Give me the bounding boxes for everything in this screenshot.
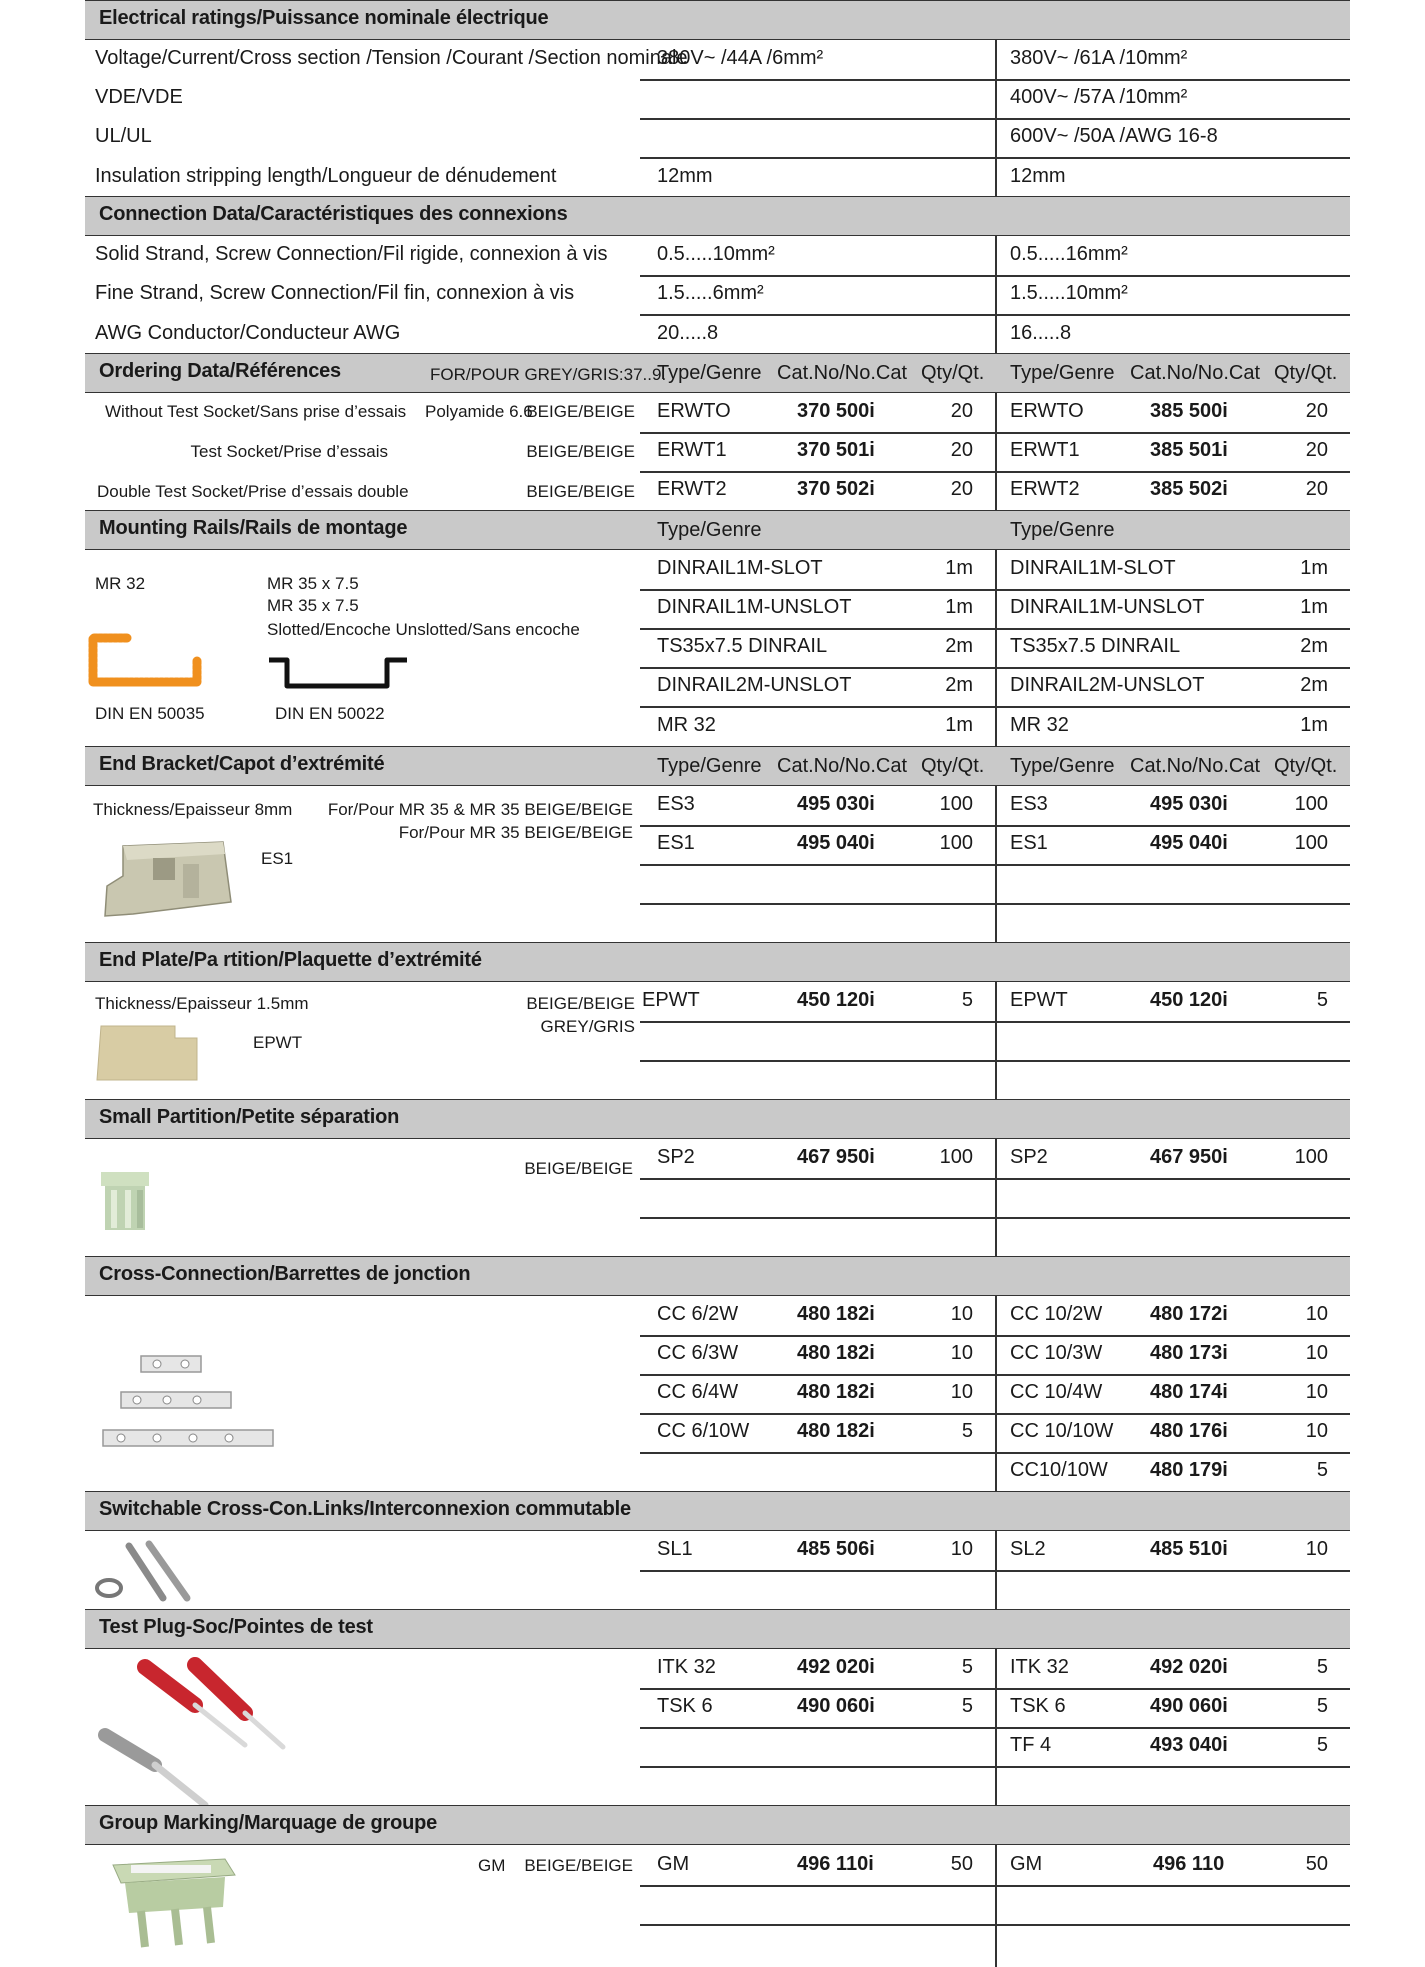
row-label: Without Test Socket/Sans prise d’essais xyxy=(105,402,407,421)
col-qty: Qty/Qt. xyxy=(1274,755,1338,777)
type: ERWT2 xyxy=(1010,478,1080,500)
col-cat: Cat.No/No.Cat xyxy=(1130,362,1261,384)
row-label: Test Socket/Prise d’essais xyxy=(190,442,388,461)
section-header-switchable xyxy=(85,1491,1350,1531)
qty: 50 xyxy=(950,1853,973,1875)
qty: 20 xyxy=(950,400,973,422)
thickness-label: Thickness/Epaisseur 1.5mm xyxy=(95,994,309,1013)
col-qty: Qty/Qt. xyxy=(921,755,985,777)
qty: 2m xyxy=(945,635,973,657)
connection-value: 0.5.....16mm² xyxy=(1010,243,1128,265)
cat-no: 370 502i xyxy=(797,478,875,500)
connection-value: 20.....8 xyxy=(657,322,719,344)
row-rule xyxy=(640,1766,1350,1768)
type: DINRAIL2M-UNSLOT xyxy=(657,674,852,696)
row-label: Voltage/Current/Cross section /Tension /Courant /Section nominale xyxy=(95,47,688,69)
qty: 5 xyxy=(1316,989,1328,1011)
col-cat: Cat.No/No.Cat xyxy=(1130,755,1261,777)
section-header-test-plug xyxy=(85,1609,1350,1649)
col-type: Type/Genre xyxy=(1010,362,1115,384)
qty: 10 xyxy=(950,1381,973,1403)
qty: 10 xyxy=(950,1538,973,1560)
type: CC10/10W xyxy=(1010,1459,1108,1481)
din-label: DIN EN 50022 xyxy=(275,704,385,723)
cat-no: 450 120i xyxy=(797,989,875,1011)
section-title: Cross-Connection/Barrettes de jonction xyxy=(99,1263,471,1285)
qty: 20 xyxy=(1305,478,1328,500)
cat-no: 480 172i xyxy=(1150,1303,1228,1325)
row-rule xyxy=(640,1021,1350,1023)
mr35-rail-image xyxy=(263,650,413,694)
color: BEIGE/BEIGE xyxy=(524,1159,633,1178)
cat-no: 495 040i xyxy=(1150,832,1228,854)
cat-no: 480 182i xyxy=(797,1381,875,1403)
row-rule xyxy=(640,825,1350,827)
type: DINRAIL1M-SLOT xyxy=(1010,557,1176,579)
type: SL2 xyxy=(1010,1538,1046,1560)
cat-no: 370 501i xyxy=(797,439,875,461)
row-label: Solid Strand, Screw Connection/Fil rigide, connexion à vis xyxy=(95,243,608,265)
cat-no: 480 173i xyxy=(1150,1342,1228,1364)
type: CC 6/10W xyxy=(657,1420,750,1442)
qty: 100 xyxy=(1294,1146,1328,1168)
bracket-note: For/Pour MR 35 BEIGE/BEIGE xyxy=(398,823,633,842)
row-rule xyxy=(640,79,1350,81)
cat-no: 480 182i xyxy=(797,1342,875,1364)
type: CC 6/2W xyxy=(657,1303,739,1325)
section-title: Test Plug-Soc/Pointes de test xyxy=(99,1616,373,1638)
row-rule xyxy=(640,1570,1350,1572)
qty: 100 xyxy=(1294,832,1328,854)
rating-value: 12mm xyxy=(1010,165,1066,187)
row-label: VDE/VDE xyxy=(95,86,183,108)
qty: 2m xyxy=(1300,635,1328,657)
section-title: End Bracket/Capot d’extrémité xyxy=(99,753,385,775)
section-header-cross-connection xyxy=(85,1256,1350,1296)
type: CC 6/4W xyxy=(657,1381,739,1403)
section-title: Mounting Rails/Rails de montage xyxy=(99,517,408,539)
end-bracket-image xyxy=(93,836,243,920)
type: DINRAIL2M-UNSLOT xyxy=(1010,674,1205,696)
row-label: AWG Conductor/Conducteur AWG xyxy=(95,322,401,344)
cat-no: 490 060i xyxy=(1150,1695,1228,1717)
type: CC 6/3W xyxy=(657,1342,739,1364)
type: DINRAIL1M-UNSLOT xyxy=(657,596,852,618)
row-rule xyxy=(640,314,1350,316)
qty: 1m xyxy=(945,596,973,618)
row-rule xyxy=(640,157,1350,159)
col-qty: Qty/Qt. xyxy=(1274,362,1338,384)
qty: 1m xyxy=(1300,557,1328,579)
row-rule xyxy=(640,471,1350,473)
small-partition-image xyxy=(97,1168,153,1234)
cat-no: 385 501i xyxy=(1150,439,1228,461)
qty: 10 xyxy=(1305,1538,1328,1560)
color: BEIGE/BEIGE xyxy=(526,442,635,461)
section-header-end-plate xyxy=(85,942,1350,982)
bracket-note: For/Pour MR 35 & MR 35 BEIGE/BEIGE xyxy=(327,800,633,819)
section-title: Switchable Cross-Con.Links/Interconnexion commutable xyxy=(99,1498,631,1520)
col-type: Type/Genre xyxy=(1010,519,1115,541)
color: BEIGE/BEIGE xyxy=(526,402,635,421)
cat-no: 385 500i xyxy=(1150,400,1228,422)
type: GM xyxy=(657,1853,690,1875)
column-divider xyxy=(995,0,997,1967)
row-rule xyxy=(640,1217,1350,1219)
qty: 5 xyxy=(961,989,973,1011)
row-rule xyxy=(640,1924,1350,1926)
section-header-mounting xyxy=(85,510,1350,550)
qty: 1m xyxy=(1300,714,1328,736)
row-rule xyxy=(640,903,1350,905)
qty: 5 xyxy=(1316,1656,1328,1678)
type: DINRAIL1M-SLOT xyxy=(657,557,823,579)
row-label: Insulation stripping length/Longueur de dénudement xyxy=(95,165,557,187)
section-header-ordering xyxy=(85,353,1350,393)
mr32-rail-image xyxy=(85,630,205,692)
qty: 1m xyxy=(945,714,973,736)
catalog-sheet xyxy=(85,0,1350,1967)
cat-no: 496 110 xyxy=(1153,1853,1225,1875)
qty: 1m xyxy=(945,557,973,579)
type: MR 32 xyxy=(657,714,716,736)
rail-label: MR 32 xyxy=(95,574,146,593)
type: TS35x7.5 DINRAIL xyxy=(657,635,828,657)
qty: 1m xyxy=(1300,596,1328,618)
test-plug-image xyxy=(95,1655,345,1815)
type: TSK 6 xyxy=(1010,1695,1066,1717)
cat-no: 495 030i xyxy=(1150,793,1228,815)
qty: 5 xyxy=(961,1420,973,1442)
type: ES1 xyxy=(657,832,695,854)
type: ERWTO xyxy=(1010,400,1084,422)
qty: 5 xyxy=(1316,1695,1328,1717)
row-rule xyxy=(640,628,1350,630)
type: SL1 xyxy=(657,1538,693,1560)
qty: 100 xyxy=(939,832,973,854)
cat-no: 480 176i xyxy=(1150,1420,1228,1442)
color: BEIGE/BEIGE xyxy=(524,1856,633,1875)
type: CC 10/3W xyxy=(1010,1342,1103,1364)
type: SP2 xyxy=(657,1146,695,1168)
row-rule xyxy=(640,589,1350,591)
qty: 2m xyxy=(1300,674,1328,696)
type: ES3 xyxy=(1010,793,1048,815)
cat-no: 467 950i xyxy=(797,1146,875,1168)
row-rule xyxy=(640,432,1350,434)
type: TF 4 xyxy=(1010,1734,1052,1756)
connection-value: 1.5.....10mm² xyxy=(1010,282,1128,304)
gm-label: GM xyxy=(478,1856,506,1875)
rail-label: MR 35 x 7.5 xyxy=(267,596,359,615)
qty: 10 xyxy=(1305,1303,1328,1325)
type: TSK 6 xyxy=(657,1695,713,1717)
section-title: Ordering Data/Références xyxy=(99,360,341,382)
connection-value: 1.5.....6mm² xyxy=(657,282,764,304)
section-header-connection xyxy=(85,196,1350,236)
cat-no: 495 040i xyxy=(797,832,875,854)
type: ERWT1 xyxy=(657,439,727,461)
type: ITK 32 xyxy=(657,1656,716,1678)
rating-value: 400V~ /57A /10mm² xyxy=(1010,86,1188,108)
row-rule xyxy=(640,1178,1350,1180)
qty: 10 xyxy=(950,1342,973,1364)
group-marking-image xyxy=(105,1855,245,1955)
qty: 5 xyxy=(1316,1734,1328,1756)
rating-value: 380V~ /44A /6mm² xyxy=(657,47,824,69)
connection-value: 0.5.....10mm² xyxy=(657,243,775,265)
row-rule xyxy=(640,706,1350,708)
din-label: DIN EN 50035 xyxy=(95,704,205,723)
row-rule xyxy=(640,1885,1350,1887)
image-label: ES1 xyxy=(261,849,294,868)
qty: 5 xyxy=(961,1656,973,1678)
section-header-electrical xyxy=(85,0,1350,40)
type: ITK 32 xyxy=(1010,1656,1069,1678)
section-title: Group Marking/Marquage de groupe xyxy=(99,1812,438,1834)
qty: 5 xyxy=(961,1695,973,1717)
cat-no: 480 179i xyxy=(1150,1459,1228,1481)
rail-label: MR 35 x 7.5 xyxy=(267,574,359,593)
row-rule xyxy=(640,1727,1350,1729)
rating-value: 380V~ /61A /10mm² xyxy=(1010,47,1188,69)
type: MR 32 xyxy=(1010,714,1069,736)
rating-value: 600V~ /50A /AWG 16-8 xyxy=(1010,125,1218,147)
rating-value: 12mm xyxy=(657,165,713,187)
col-type: Type/Genre xyxy=(1010,755,1115,777)
row-rule xyxy=(640,118,1350,120)
row-rule xyxy=(640,1060,1350,1062)
cat-no: 480 174i xyxy=(1150,1381,1228,1403)
qty: 20 xyxy=(1305,400,1328,422)
type: CC 10/2W xyxy=(1010,1303,1103,1325)
row-label: UL/UL xyxy=(95,125,152,147)
cat-no: 496 110i xyxy=(797,1853,874,1875)
qty: 2m xyxy=(945,674,973,696)
row-label: Double Test Socket/Prise d’essais double xyxy=(97,482,409,501)
row-rule xyxy=(640,667,1350,669)
row-label: Fine Strand, Screw Connection/Fil fin, connexion à vis xyxy=(95,282,575,304)
qty: 20 xyxy=(1305,439,1328,461)
row-rule xyxy=(640,1688,1350,1690)
cat-no: 485 510i xyxy=(1150,1538,1228,1560)
section-header-group-marking xyxy=(85,1805,1350,1845)
cat-no: 495 030i xyxy=(797,793,875,815)
ordering-note: FOR/POUR GREY/GRIS:37..9. xyxy=(430,365,667,384)
qty: 20 xyxy=(950,478,973,500)
color: GREY/GRIS xyxy=(540,1017,635,1036)
color: BEIGE/BEIGE xyxy=(526,994,635,1013)
type: ES1 xyxy=(1010,832,1048,854)
type: GM xyxy=(1010,1853,1043,1875)
color: BEIGE/BEIGE xyxy=(526,482,635,501)
qty: 100 xyxy=(1294,793,1328,815)
cat-no: 450 120i xyxy=(1150,989,1228,1011)
material: Polyamide 6.6 xyxy=(425,402,533,421)
qty: 10 xyxy=(1305,1420,1328,1442)
type: EPWT xyxy=(642,989,700,1011)
qty: 100 xyxy=(939,793,973,815)
type: CC 10/10W xyxy=(1010,1420,1114,1442)
section-header-small-partition xyxy=(85,1099,1350,1139)
col-cat: Cat.No/No.Cat xyxy=(777,755,908,777)
cat-no: 492 020i xyxy=(1150,1656,1228,1678)
col-type: Type/Genre xyxy=(657,755,762,777)
qty: 10 xyxy=(1305,1381,1328,1403)
cat-no: 485 506i xyxy=(797,1538,875,1560)
type: TS35x7.5 DINRAIL xyxy=(1010,635,1181,657)
cat-no: 492 020i xyxy=(797,1656,875,1678)
section-title: Connection Data/Caractéristiques des connexions xyxy=(99,203,568,225)
row-rule xyxy=(640,275,1350,277)
rail-slot-label: Slotted/Encoche Unslotted/Sans encoche xyxy=(267,620,580,639)
col-qty: Qty/Qt. xyxy=(921,362,985,384)
col-type: Type/Genre xyxy=(657,519,762,541)
type: ERWT2 xyxy=(657,478,727,500)
row-rule xyxy=(640,1335,1350,1337)
col-type: Type/Genre xyxy=(657,362,762,384)
section-header-end-bracket xyxy=(85,746,1350,786)
type: CC 10/4W xyxy=(1010,1381,1103,1403)
cat-no: 493 040i xyxy=(1150,1734,1228,1756)
cat-no: 480 182i xyxy=(797,1420,875,1442)
section-title: Electrical ratings/Puissance nominale électrique xyxy=(99,7,549,29)
row-rule xyxy=(640,1413,1350,1415)
qty: 10 xyxy=(1305,1342,1328,1364)
row-rule xyxy=(640,864,1350,866)
row-rule xyxy=(640,1452,1350,1454)
qty: 10 xyxy=(950,1303,973,1325)
qty: 100 xyxy=(939,1146,973,1168)
section-title: End Plate/Pa rtition/Plaquette d’extrémité xyxy=(99,949,482,971)
connection-value: 16.....8 xyxy=(1010,322,1072,344)
cat-no: 370 500i xyxy=(797,400,875,422)
end-plate-image xyxy=(93,1022,203,1084)
type: SP2 xyxy=(1010,1146,1048,1168)
type: EPWT xyxy=(1010,989,1068,1011)
qty: 20 xyxy=(950,439,973,461)
cat-no: 490 060i xyxy=(797,1695,875,1717)
type: ES3 xyxy=(657,793,695,815)
cat-no: 480 182i xyxy=(797,1303,875,1325)
section-title: Small Partition/Petite séparation xyxy=(99,1106,400,1128)
cross-connection-image xyxy=(93,1350,283,1460)
image-label: EPWT xyxy=(253,1033,303,1052)
col-cat: Cat.No/No.Cat xyxy=(777,362,908,384)
qty: 50 xyxy=(1305,1853,1328,1875)
type: ERWT1 xyxy=(1010,439,1080,461)
type: DINRAIL1M-UNSLOT xyxy=(1010,596,1205,618)
qty: 5 xyxy=(1316,1459,1328,1481)
type: ERWTO xyxy=(657,400,731,422)
switchable-link-image xyxy=(91,1536,201,1608)
cat-no: 385 502i xyxy=(1150,478,1228,500)
row-rule xyxy=(640,1374,1350,1376)
cat-no: 467 950i xyxy=(1150,1146,1228,1168)
thickness-label: Thickness/Epaisseur 8mm xyxy=(93,800,293,819)
